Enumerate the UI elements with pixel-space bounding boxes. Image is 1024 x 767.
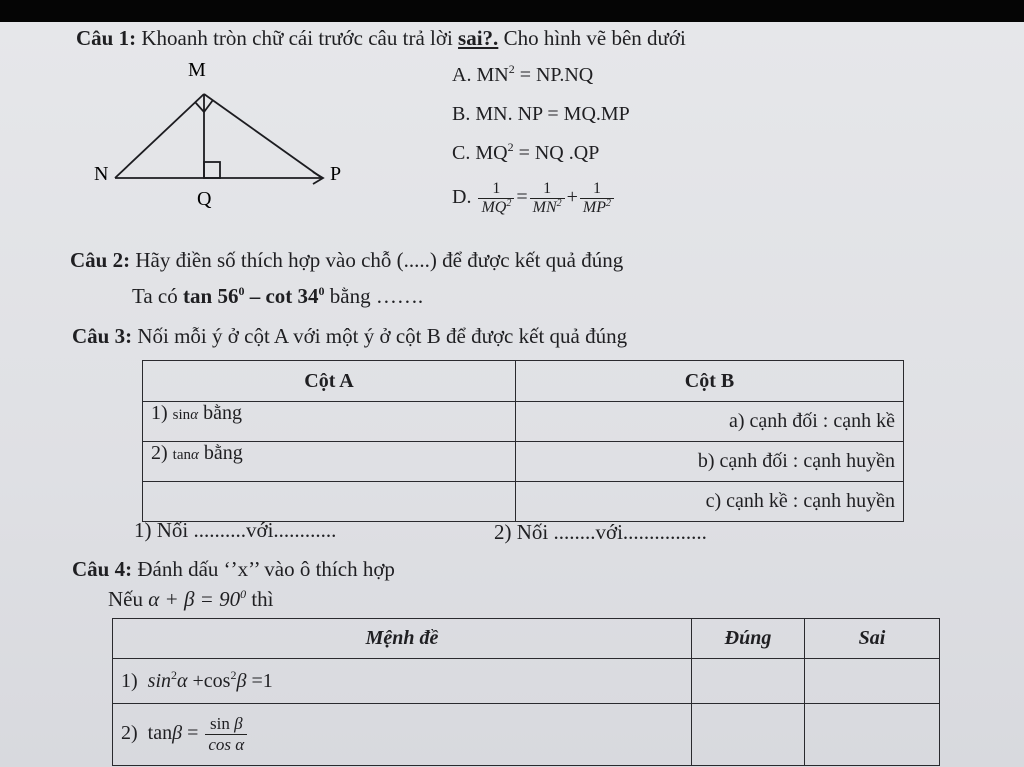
question-2-expression: Ta có $\tan 56^0$ – $\cot 34^0$ bằng ……. (132, 284, 424, 308)
question-4-condition: Nếu $\alpha + \beta = 90^0$ thì (108, 587, 274, 611)
statement-2-false-box[interactable] (805, 704, 940, 766)
option-a[interactable]: A. $MN^2 = NP.NQ$ (452, 62, 594, 86)
question-3: Câu 3: Nối mỗi ý ở cột A với một ý ở cột B để được kết quả đúng (72, 324, 628, 348)
triangle-figure (90, 52, 360, 242)
option-b[interactable]: B. MN. NP = MQ.MP (452, 103, 630, 125)
col-b-item-a[interactable]: a) cạnh đối : cạnh kề (516, 402, 904, 442)
vertex-p: P (330, 163, 342, 185)
col-a-empty (143, 482, 516, 522)
col-b-header: Cột B (516, 361, 904, 402)
answer-line-2[interactable]: 2) Nối ........với................ (494, 520, 707, 544)
true-header: Đúng (692, 619, 805, 659)
vertex-n: N (94, 163, 109, 185)
vertex-m: M (188, 59, 206, 81)
statement-1-true-box[interactable] (692, 659, 805, 704)
true-false-table (112, 618, 940, 766)
col-b-item-b[interactable]: b) cạnh đối : cạnh huyền (516, 442, 904, 482)
col-a-item-1[interactable]: 1) sinα bằng (143, 402, 516, 442)
col-a-header: Cột A (143, 361, 516, 402)
statement-2-true-box[interactable] (692, 704, 805, 766)
option-c[interactable]: C. $MQ^2$ = NQ .QP (452, 140, 600, 164)
worksheet (0, 22, 1024, 767)
statement-2: 2) tanβ = $\frac{\text{sin β}}{\text{cos α}}$ (113, 704, 692, 766)
side-mn (115, 94, 204, 178)
answer-line-1[interactable]: 1) Nối ..........với............ (134, 518, 337, 542)
false-header: Sai (805, 619, 940, 659)
question-1: Câu 1: Khoanh tròn chữ cái trước câu trả lời sai?. Cho hình vẽ bên dưới (76, 26, 686, 50)
statement-header: Mệnh đề (113, 619, 692, 659)
col-a-item-2[interactable]: 2) tanα bằng (143, 442, 516, 482)
statement-1: 1) $\sin^2\alpha +\cos^2\beta =1$ (113, 659, 692, 704)
question-4: Câu 4: Đánh dấu ‘’x’’ vào ô thích hợp (72, 557, 395, 581)
col-b-item-c[interactable]: c) cạnh kề : cạnh huyền (516, 482, 904, 522)
option-d[interactable]: D. $\frac{1}{MQ^2}$ = $\frac{1}{MN^2}$ + $\frac{1}{MP^2}$ (452, 180, 616, 217)
statement-1-false-box[interactable] (805, 659, 940, 704)
matching-table (142, 360, 904, 522)
top-edge (0, 0, 1024, 22)
vertex-q: Q (197, 188, 212, 210)
right-angle-q (204, 162, 220, 178)
question-2: Câu 2: Hãy điền số thích hợp vào chỗ (.....) để được kết quả đúng (70, 248, 624, 272)
side-mp (204, 94, 322, 178)
